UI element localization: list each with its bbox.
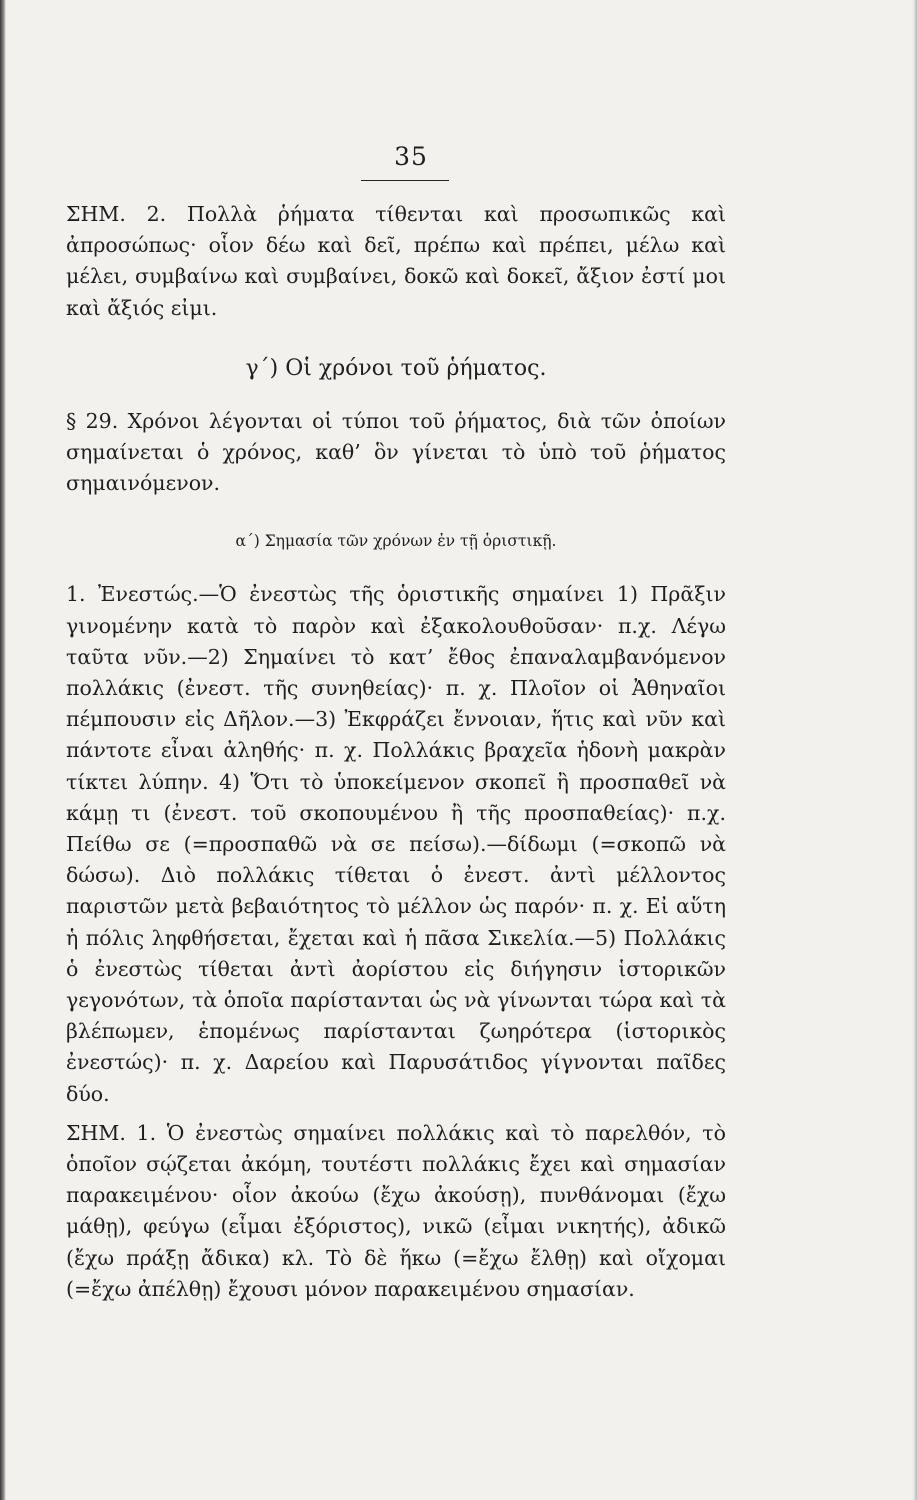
scan-right-edge xyxy=(913,0,917,1500)
subheading: α΄) Σημασία τῶν χρόνων ἐν τῇ ὁριστικῇ. xyxy=(235,532,557,551)
note-1: ΣΗΜ. 1. Ὁ ἐνεστὼς σημαίνει πολλάκις καὶ τὸ παρελθόν, τὸ ὁποῖον σῴζεται ἀκόμη, τουτέστι πολλάκις ἔχει καὶ σημασίαν παρακειμένου· οἷον ἀκούω (ἔχω ἀκούσῃ), πυνθάνομαι (ἔχω μάθῃ), φεύγω (εἶμαι ἐξόριστος), νικῶ (εἶμαι νικητής), ἀδικῶ (ἔχω πράξῃ ἄδικα) κλ. Τὸ δὲ ἥκω (=ἔχω ἔλθῃ) καὶ οἴχομαι (=ἔχω ἀπέλθῃ) ἔχουσι μόνον παρακειμένου σημασίαν. xyxy=(66,1120,726,1301)
page-number: 35 xyxy=(394,142,428,171)
section-heading: γ΄) Οἱ χρόνοι τοῦ ῥήματος. xyxy=(245,355,547,381)
paragraph-1: 1. Ἐνεστώς.—Ὁ ἐνεστὼς τῆς ὁριστικῆς σημαίνει 1) Πρᾶξιν γινομένην κατὰ τὸ παρὸν καὶ ἐξακολουθοῦσαν· π.χ. Λέγω ταῦτα νῦν.—2) Σημαίνει τὸ κατ’ ἔθος ἐπαναλαμβανόμενον πολλάκις (ἐνεστ. τῆς συνηθείας)· π. χ. Πλοῖον οἱ Ἀθηναῖοι πέμπουσιν εἰς Δῆλον.—3) Ἐκφράζει ἔννοιαν, ἥτις καὶ νῦν καὶ πάντοτε εἶναι ἀληθής· π. χ. Πολλάκις βραχεῖα ἡδονὴ μακρὰν τίκτει λύπην. 4) Ὅτι τὸ ὑποκείμενον σκοπεῖ ἢ προσπαθεῖ νὰ κάμῃ τι (ἐνεστ. τοῦ σκοπουμένου ἢ τῆς προσπαθείας)· π.χ. Πείθω σε (=προσπαθῶ νὰ σε πείσω).—δίδωμι (=σκοπῶ νὰ δώσω). Διὸ πολλάκις τίθεται ὁ ἐνεστ. ἀντὶ μέλλοντος παριστῶν μετὰ βεβαιότητος τὸ μέλλον ὡς παρόν· π. χ. Εἰ αὕτη ἡ πόλις ληφθήσεται, ἔχεται καὶ ἡ πᾶσα Σικελία.—5) Πολλάκις ὁ ἐνεστὼς τίθεται ἀντὶ ἀορίστου εἰς διήγησιν ἱστορικῶν γεγονότων, τὰ ὁποῖα παρίστανται ὡς νὰ γίνωνται τώρα καὶ τὰ βλέπωμεν, ἑπομένως παρίστανται ζωηρότερα (ἱστορικὸς ἐνεστώς)· π. χ. Δαρείου καὶ Παρυσάτιδος γίγνονται παῖδες δύο. xyxy=(66,582,726,1106)
book-page xyxy=(66,140,726,1305)
paragraph-29: § 29. Χρόνοι λέγονται οἱ τύποι τοῦ ῥήματος, διὰ τῶν ὁποίων σημαίνεται ὁ χρόνος, καθ’ ὃν γίνεται τὸ ὑπὸ τοῦ ῥήματος σημαινόμενον. xyxy=(66,408,726,496)
scan-left-edge xyxy=(0,0,6,1500)
page-number-rule xyxy=(361,180,449,181)
note-2: ΣΗΜ. 2. Πολλὰ ῥήματα τίθενται καὶ προσωπικῶς καὶ ἀπροσώπως· οἷον δέω καὶ δεῖ, πρέπω καὶ πρέπει, μέλω καὶ μέλει, συμβαίνω καὶ συμβαίνει, δοκῶ καὶ δοκεῖ, ἄξιον ἐστί μοι καὶ ἄξιός εἰμι. xyxy=(66,202,726,320)
